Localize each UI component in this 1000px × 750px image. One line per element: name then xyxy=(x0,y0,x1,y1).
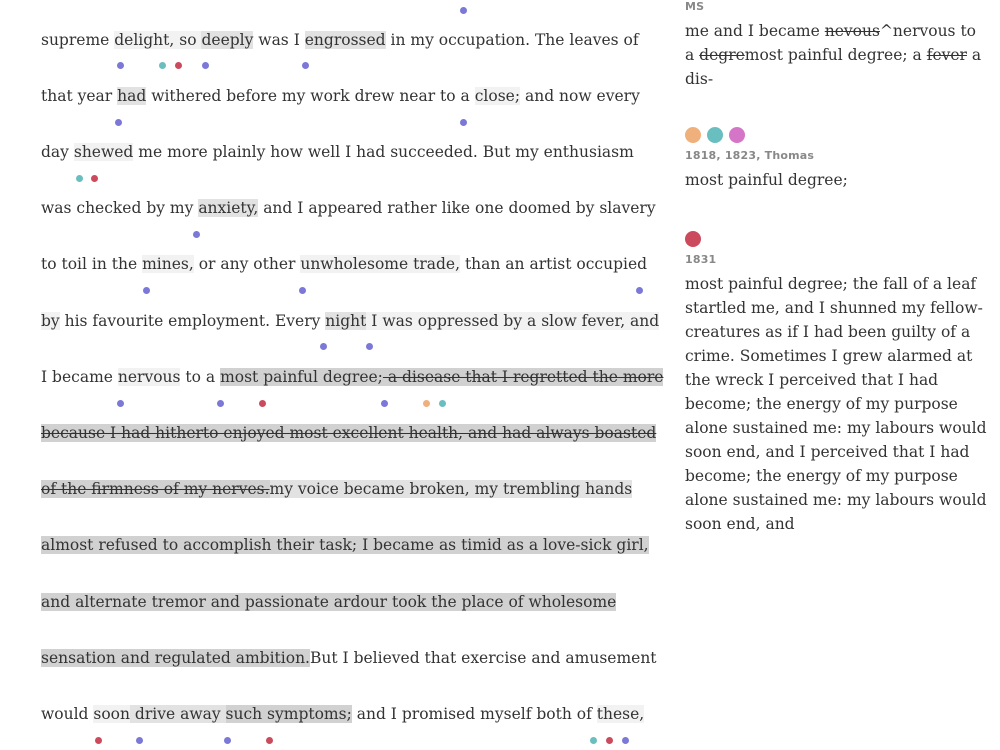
text-segment: a dis- xyxy=(685,46,982,88)
variant-marker[interactable] xyxy=(266,737,273,744)
text-segment: to a xyxy=(180,368,221,386)
variant-highlight[interactable]: soon xyxy=(93,705,130,723)
edition-block[interactable] xyxy=(685,228,990,536)
edition-color-dots xyxy=(685,228,990,246)
edition-dot[interactable] xyxy=(685,127,701,143)
variant-marker[interactable] xyxy=(159,62,166,69)
variant-highlight[interactable]: deeply xyxy=(201,31,254,49)
variant-marker[interactable] xyxy=(299,287,306,294)
variant-marker[interactable] xyxy=(175,62,182,69)
text-segment: withered before my work drew near to a xyxy=(146,87,475,105)
variant-marker[interactable] xyxy=(622,737,629,744)
variant-highlight[interactable]: and alternate tremor and passionate ardour took the place of wholesome xyxy=(41,593,617,611)
variant-highlight[interactable]: most painful degree; xyxy=(220,368,383,386)
variant-marker[interactable] xyxy=(193,231,200,238)
text-segment: or any other xyxy=(193,255,301,273)
text-line xyxy=(41,134,634,170)
variant-marker[interactable] xyxy=(217,400,224,407)
variant-highlight[interactable]: close; xyxy=(474,87,521,105)
text-line xyxy=(41,471,632,507)
text-segment: and I promised myself both of xyxy=(351,705,597,723)
variant-highlight[interactable]: my voice became broken, my trembling hands xyxy=(269,480,633,498)
variant-highlight[interactable]: mines, xyxy=(142,255,194,273)
variant-highlight[interactable]: night xyxy=(325,312,367,330)
edition-text: most painful degree; the fall of a leaf startled me, and I shunned my fellow-creatures as if I had been guilty of a crime. Sometimes I grew alarmed at the wreck I perceived that I had become; the energy of my purpose alone sustained me: my labours would soon end, and I perceived that I had become; the energy of my purpose alone sustained me: my labours would soon end, and xyxy=(685,275,987,533)
text-segment: in my occupation. The leaves of xyxy=(385,31,639,49)
text-segment: and I appeared rather like one doomed by slavery xyxy=(258,199,656,217)
text-line xyxy=(41,415,656,451)
variant-marker[interactable] xyxy=(381,400,388,407)
variant-highlight[interactable]: had xyxy=(117,87,147,105)
variant-highlight[interactable]: by xyxy=(41,312,60,330)
deleted-variant-text[interactable]: a disease that I regretted the more xyxy=(382,368,664,386)
edition-dot[interactable] xyxy=(707,127,723,143)
variant-marker[interactable] xyxy=(117,400,124,407)
variant-marker[interactable] xyxy=(302,62,309,69)
text-segment: most painful degree; a xyxy=(744,46,927,64)
text-segment: day xyxy=(41,143,74,161)
text-line xyxy=(41,359,663,395)
variant-highlight[interactable]: sensation and regulated ambition. xyxy=(41,649,310,667)
text-line xyxy=(41,22,639,58)
variant-highlight[interactable]: these, xyxy=(596,705,645,723)
text-line xyxy=(41,584,616,620)
variant-marker[interactable] xyxy=(136,737,143,744)
variant-marker[interactable] xyxy=(636,287,643,294)
variant-marker[interactable] xyxy=(259,400,266,407)
edition-dot[interactable] xyxy=(685,231,701,247)
text-line xyxy=(41,527,649,563)
text-line xyxy=(41,696,644,732)
text-segment: that year xyxy=(41,87,118,105)
variant-highlight[interactable]: almost refused to accomplish their task; I became as timid as a love-sick girl, xyxy=(41,536,649,554)
variant-marker[interactable] xyxy=(224,737,231,744)
text-segment: and now every xyxy=(520,87,640,105)
variant-highlight[interactable]: delight, so xyxy=(114,31,202,49)
variant-highlight[interactable]: unwholesome trade, xyxy=(300,255,461,273)
variant-marker[interactable] xyxy=(590,737,597,744)
text-line xyxy=(41,190,656,226)
variant-highlight[interactable]: anxiety, xyxy=(198,199,259,217)
text-segment: ^nervous to a xyxy=(685,22,977,64)
edition-label: 1831 xyxy=(685,253,717,266)
variant-marker[interactable] xyxy=(366,343,373,350)
text-segment: was checked by my xyxy=(41,199,199,217)
text-line xyxy=(41,246,647,282)
edition-label: 1818, 1823, Thomas xyxy=(685,149,815,162)
variant-marker[interactable] xyxy=(460,119,467,126)
text-segment: his favourite employment. Every xyxy=(59,312,326,330)
text-segment: to toil in the xyxy=(41,255,143,273)
text-line xyxy=(41,640,657,676)
variant-highlight[interactable]: engrossed xyxy=(304,31,386,49)
variant-marker[interactable] xyxy=(606,737,613,744)
edition-block[interactable] xyxy=(685,124,990,192)
variant-highlight[interactable]: nervous xyxy=(117,368,181,386)
variant-marker[interactable] xyxy=(202,62,209,69)
variant-marker[interactable] xyxy=(95,737,102,744)
deleted-text: nevous xyxy=(824,22,880,40)
variant-marker[interactable] xyxy=(423,400,430,407)
variant-highlight[interactable]: drive away xyxy=(130,705,226,723)
text-segment: me and I became xyxy=(685,22,825,40)
edition-block[interactable] xyxy=(685,0,990,91)
variant-marker[interactable] xyxy=(439,400,446,407)
edition-dot[interactable] xyxy=(729,127,745,143)
deleted-text: degre xyxy=(699,46,745,64)
text-segment: supreme xyxy=(41,31,115,49)
variant-marker[interactable] xyxy=(91,175,98,182)
variant-marker[interactable] xyxy=(115,119,122,126)
variant-highlight[interactable]: I was oppressed by a slow fever, and xyxy=(366,312,660,330)
text-segment: But I believed that exercise and amusement xyxy=(310,649,657,667)
variant-marker[interactable] xyxy=(460,7,467,14)
variant-highlight[interactable]: such symptoms; xyxy=(225,705,352,723)
text-segment: I became xyxy=(41,368,118,386)
edition-text xyxy=(685,19,990,91)
text-segment: would xyxy=(41,705,94,723)
text-segment: was I xyxy=(253,31,305,49)
text-line xyxy=(41,78,640,114)
variant-marker[interactable] xyxy=(143,287,150,294)
variant-marker[interactable] xyxy=(76,175,83,182)
deleted-variant-text[interactable]: because I had hitherto enjoyed most excellent health, and had always boasted xyxy=(41,424,657,442)
variant-marker[interactable] xyxy=(320,343,327,350)
edition-label: MS xyxy=(685,0,705,13)
variant-highlight[interactable]: shewed xyxy=(73,143,134,161)
variant-marker[interactable] xyxy=(117,62,124,69)
edition-text: most painful degree; xyxy=(685,171,848,189)
edition-color-dots xyxy=(685,124,990,142)
text-segment: than an artist occupied xyxy=(460,255,648,273)
text-line xyxy=(41,303,659,339)
text-segment: me more plainly how well I had succeeded. But my enthusiasm xyxy=(133,143,634,161)
deleted-variant-text[interactable]: of the firmness of my nerves. xyxy=(41,480,270,498)
collation-text-column xyxy=(41,0,664,750)
deleted-text: fever xyxy=(926,46,967,64)
